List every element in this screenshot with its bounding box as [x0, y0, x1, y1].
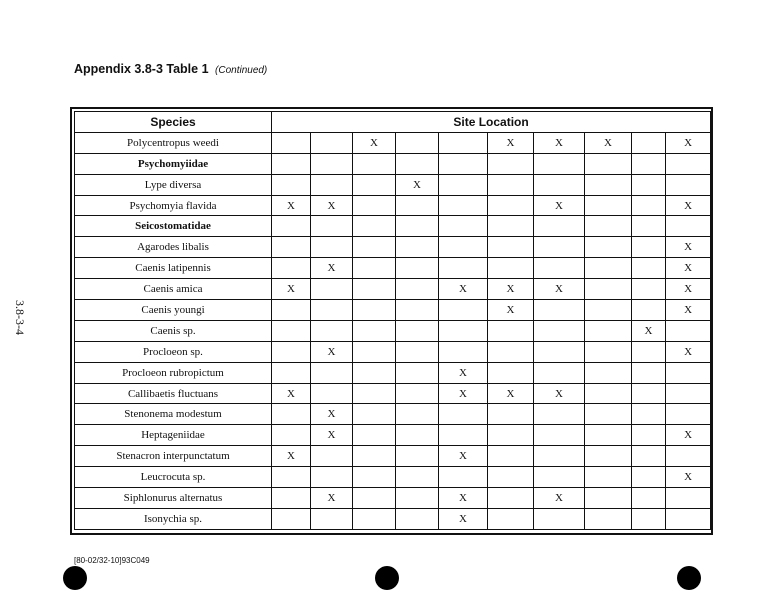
species-row — [75, 508, 711, 529]
presence-mark: X — [272, 279, 311, 300]
presence-mark: X — [311, 195, 353, 216]
empty-site-cell — [353, 446, 396, 467]
empty-site-cell — [585, 362, 632, 383]
empty-site-cell — [396, 383, 439, 404]
empty-site-cell — [396, 362, 439, 383]
side-page-number: 3.8-3-4 — [13, 300, 27, 335]
empty-site-cell — [396, 488, 439, 509]
empty-site-cell — [272, 508, 311, 529]
empty-site-cell — [272, 237, 311, 258]
presence-mark: X — [311, 258, 353, 279]
empty-site-cell — [488, 508, 534, 529]
species-name: Procloeon rubropictum — [75, 362, 272, 383]
empty-site-cell — [311, 216, 353, 237]
family-name: Psychomyiidae — [75, 153, 272, 174]
presence-mark: X — [666, 132, 711, 153]
empty-site-cell — [311, 279, 353, 300]
empty-site-cell — [272, 132, 311, 153]
empty-site-cell — [396, 341, 439, 362]
empty-site-cell — [666, 404, 711, 425]
presence-mark: X — [439, 362, 488, 383]
species-row — [75, 383, 711, 404]
empty-site-cell — [311, 300, 353, 321]
empty-site-cell — [272, 404, 311, 425]
species-row — [75, 320, 711, 341]
species-name: Agarodes libalis — [75, 237, 272, 258]
empty-site-cell — [396, 195, 439, 216]
empty-site-cell — [534, 341, 585, 362]
presence-mark: X — [666, 195, 711, 216]
empty-site-cell — [311, 362, 353, 383]
species-name: Leucrocuta sp. — [75, 467, 272, 488]
empty-site-cell — [396, 425, 439, 446]
species-row — [75, 258, 711, 279]
empty-site-cell — [353, 174, 396, 195]
presence-mark: X — [439, 383, 488, 404]
presence-mark: X — [488, 300, 534, 321]
empty-site-cell — [353, 279, 396, 300]
empty-site-cell — [488, 446, 534, 467]
binder-hole-left — [63, 566, 87, 590]
empty-site-cell — [585, 174, 632, 195]
empty-site-cell — [488, 362, 534, 383]
presence-mark: X — [488, 132, 534, 153]
empty-site-cell — [666, 488, 711, 509]
empty-site-cell — [353, 258, 396, 279]
presence-mark: X — [311, 488, 353, 509]
empty-site-cell — [632, 153, 666, 174]
presence-mark: X — [488, 279, 534, 300]
empty-site-cell — [534, 508, 585, 529]
empty-site-cell — [439, 132, 488, 153]
empty-site-cell — [585, 508, 632, 529]
empty-site-cell — [534, 258, 585, 279]
empty-site-cell — [585, 279, 632, 300]
family-row — [75, 153, 711, 174]
empty-site-cell — [353, 362, 396, 383]
empty-site-cell — [311, 153, 353, 174]
species-header: Species — [75, 112, 272, 133]
empty-site-cell — [396, 258, 439, 279]
species-site-table — [74, 111, 711, 530]
empty-site-cell — [272, 258, 311, 279]
empty-site-cell — [272, 216, 311, 237]
empty-site-cell — [534, 320, 585, 341]
empty-site-cell — [585, 320, 632, 341]
empty-site-cell — [632, 195, 666, 216]
empty-site-cell — [632, 508, 666, 529]
presence-mark: X — [666, 279, 711, 300]
empty-site-cell — [439, 174, 488, 195]
empty-site-cell — [534, 237, 585, 258]
empty-site-cell — [311, 446, 353, 467]
species-name: Polycentropus weedi — [75, 132, 272, 153]
empty-site-cell — [632, 446, 666, 467]
empty-site-cell — [396, 404, 439, 425]
empty-site-cell — [353, 320, 396, 341]
empty-site-cell — [311, 508, 353, 529]
empty-site-cell — [632, 362, 666, 383]
empty-site-cell — [534, 153, 585, 174]
presence-mark: X — [666, 300, 711, 321]
empty-site-cell — [439, 216, 488, 237]
empty-site-cell — [311, 383, 353, 404]
species-row — [75, 341, 711, 362]
empty-site-cell — [488, 404, 534, 425]
empty-site-cell — [439, 195, 488, 216]
species-name: Lype diversa — [75, 174, 272, 195]
empty-site-cell — [632, 216, 666, 237]
presence-mark: X — [534, 132, 585, 153]
empty-site-cell — [396, 508, 439, 529]
empty-site-cell — [439, 404, 488, 425]
empty-site-cell — [311, 237, 353, 258]
table-title: Appendix 3.8-3 Table 1 — [74, 62, 209, 76]
empty-site-cell — [439, 341, 488, 362]
empty-site-cell — [396, 237, 439, 258]
empty-site-cell — [632, 404, 666, 425]
empty-site-cell — [353, 300, 396, 321]
table-header-row — [75, 112, 711, 133]
empty-site-cell — [488, 341, 534, 362]
presence-mark: X — [666, 425, 711, 446]
presence-mark: X — [534, 383, 585, 404]
family-name: Seicostomatidae — [75, 216, 272, 237]
empty-site-cell — [272, 300, 311, 321]
empty-site-cell — [488, 488, 534, 509]
empty-site-cell — [272, 488, 311, 509]
species-row — [75, 467, 711, 488]
binder-hole-right — [677, 566, 701, 590]
empty-site-cell — [585, 467, 632, 488]
empty-site-cell — [632, 467, 666, 488]
empty-site-cell — [353, 425, 396, 446]
species-row — [75, 279, 711, 300]
species-row — [75, 446, 711, 467]
presence-mark: X — [585, 132, 632, 153]
empty-site-cell — [353, 341, 396, 362]
presence-mark: X — [272, 195, 311, 216]
empty-site-cell — [666, 153, 711, 174]
empty-site-cell — [272, 341, 311, 362]
empty-site-cell — [311, 174, 353, 195]
empty-site-cell — [534, 467, 585, 488]
presence-mark: X — [439, 446, 488, 467]
species-name: Caenis sp. — [75, 320, 272, 341]
empty-site-cell — [585, 383, 632, 404]
empty-site-cell — [585, 341, 632, 362]
empty-site-cell — [396, 467, 439, 488]
empty-site-cell — [666, 508, 711, 529]
empty-site-cell — [353, 237, 396, 258]
presence-mark: X — [311, 404, 353, 425]
presence-mark: X — [396, 174, 439, 195]
species-name: Isonychia sp. — [75, 508, 272, 529]
empty-site-cell — [666, 446, 711, 467]
empty-site-cell — [632, 174, 666, 195]
empty-site-cell — [488, 258, 534, 279]
empty-site-cell — [534, 174, 585, 195]
empty-site-cell — [396, 132, 439, 153]
table-body — [75, 132, 711, 529]
presence-mark: X — [534, 488, 585, 509]
empty-site-cell — [272, 425, 311, 446]
empty-site-cell — [353, 153, 396, 174]
presence-mark: X — [439, 508, 488, 529]
empty-site-cell — [396, 320, 439, 341]
empty-site-cell — [311, 132, 353, 153]
empty-site-cell — [632, 132, 666, 153]
species-row — [75, 237, 711, 258]
species-row — [75, 300, 711, 321]
species-name: Caenis amica — [75, 279, 272, 300]
empty-site-cell — [353, 383, 396, 404]
document-code: [80-02/32-10]93C049 — [74, 556, 150, 565]
empty-site-cell — [585, 258, 632, 279]
empty-site-cell — [632, 279, 666, 300]
species-row — [75, 195, 711, 216]
empty-site-cell — [666, 174, 711, 195]
empty-site-cell — [272, 320, 311, 341]
empty-site-cell — [534, 446, 585, 467]
empty-site-cell — [353, 404, 396, 425]
presence-mark: X — [353, 132, 396, 153]
empty-site-cell — [534, 425, 585, 446]
empty-site-cell — [666, 383, 711, 404]
species-name: Siphlonurus alternatus — [75, 488, 272, 509]
presence-mark: X — [439, 488, 488, 509]
empty-site-cell — [439, 320, 488, 341]
species-name: Psychomyia flavida — [75, 195, 272, 216]
empty-site-cell — [353, 216, 396, 237]
empty-site-cell — [311, 320, 353, 341]
empty-site-cell — [666, 216, 711, 237]
empty-site-cell — [439, 237, 488, 258]
empty-site-cell — [488, 425, 534, 446]
empty-site-cell — [272, 362, 311, 383]
species-row — [75, 488, 711, 509]
empty-site-cell — [272, 153, 311, 174]
presence-mark: X — [311, 341, 353, 362]
presence-mark: X — [666, 237, 711, 258]
empty-site-cell — [272, 174, 311, 195]
empty-site-cell — [353, 488, 396, 509]
species-row — [75, 425, 711, 446]
site-location-header: Site Location — [272, 112, 711, 133]
empty-site-cell — [439, 300, 488, 321]
presence-mark: X — [311, 425, 353, 446]
empty-site-cell — [311, 467, 353, 488]
empty-site-cell — [632, 237, 666, 258]
empty-site-cell — [534, 362, 585, 383]
empty-site-cell — [632, 488, 666, 509]
empty-site-cell — [632, 425, 666, 446]
empty-site-cell — [585, 300, 632, 321]
empty-site-cell — [585, 488, 632, 509]
species-name: Procloeon sp. — [75, 341, 272, 362]
empty-site-cell — [488, 467, 534, 488]
presence-mark: X — [272, 446, 311, 467]
presence-mark: X — [666, 341, 711, 362]
empty-site-cell — [534, 216, 585, 237]
species-name: Stenonema modestum — [75, 404, 272, 425]
empty-site-cell — [488, 237, 534, 258]
empty-site-cell — [439, 425, 488, 446]
species-row — [75, 174, 711, 195]
empty-site-cell — [585, 195, 632, 216]
species-name: Stenacron interpunctatum — [75, 446, 272, 467]
page-heading — [74, 62, 267, 76]
species-row — [75, 362, 711, 383]
empty-site-cell — [353, 195, 396, 216]
empty-site-cell — [666, 320, 711, 341]
empty-site-cell — [396, 279, 439, 300]
empty-site-cell — [585, 216, 632, 237]
empty-site-cell — [396, 300, 439, 321]
presence-mark: X — [666, 258, 711, 279]
empty-site-cell — [632, 341, 666, 362]
presence-mark: X — [632, 320, 666, 341]
presence-mark: X — [534, 195, 585, 216]
empty-site-cell — [488, 195, 534, 216]
empty-site-cell — [488, 320, 534, 341]
empty-site-cell — [353, 467, 396, 488]
continued-label: (Continued) — [215, 65, 268, 76]
empty-site-cell — [585, 446, 632, 467]
empty-site-cell — [272, 467, 311, 488]
species-row — [75, 132, 711, 153]
empty-site-cell — [585, 237, 632, 258]
species-row — [75, 404, 711, 425]
empty-site-cell — [488, 153, 534, 174]
family-row — [75, 216, 711, 237]
empty-site-cell — [585, 153, 632, 174]
presence-mark: X — [666, 467, 711, 488]
empty-site-cell — [585, 425, 632, 446]
presence-mark: X — [488, 383, 534, 404]
empty-site-cell — [396, 446, 439, 467]
empty-site-cell — [534, 404, 585, 425]
empty-site-cell — [534, 300, 585, 321]
empty-site-cell — [396, 216, 439, 237]
presence-mark: X — [439, 279, 488, 300]
empty-site-cell — [439, 258, 488, 279]
empty-site-cell — [439, 467, 488, 488]
empty-site-cell — [585, 404, 632, 425]
species-name: Heptageniidae — [75, 425, 272, 446]
empty-site-cell — [396, 153, 439, 174]
binder-hole-center — [375, 566, 399, 590]
empty-site-cell — [439, 153, 488, 174]
species-name: Callibaetis fluctuans — [75, 383, 272, 404]
species-name: Caenis latipennis — [75, 258, 272, 279]
empty-site-cell — [488, 174, 534, 195]
empty-site-cell — [488, 216, 534, 237]
empty-site-cell — [353, 508, 396, 529]
empty-site-cell — [632, 300, 666, 321]
presence-mark: X — [272, 383, 311, 404]
empty-site-cell — [666, 362, 711, 383]
presence-mark: X — [534, 279, 585, 300]
species-name: Caenis youngi — [75, 300, 272, 321]
empty-site-cell — [632, 258, 666, 279]
empty-site-cell — [632, 383, 666, 404]
